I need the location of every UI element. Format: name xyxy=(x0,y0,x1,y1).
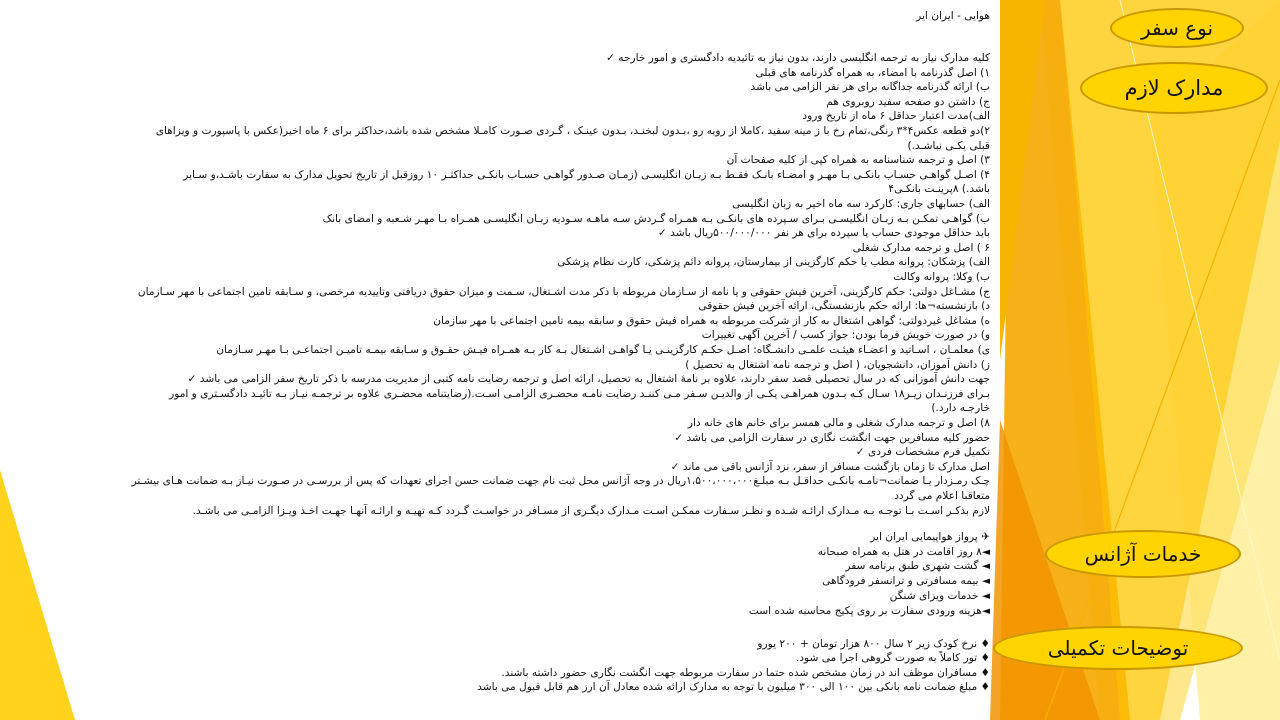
document-line: ی) معلمـان ، اسـاتید و اعضـاء هیئـت علمـی دانشـگاه: اصـل حکـم کارگزینـی یـا گواهـی اشـتغال بـه کار بـه همـراه فیـش حقـوق و سـابقه بیمـه تامیـن اجتماعـی بـا مهـر سـازمان xyxy=(216,344,990,356)
note-line: ♦ مسافران موظف اند در زمان مشخص شده حتما در سفارت مربوطه جهت انگشت نگاری حضور داشته باشند. xyxy=(501,666,990,679)
document-line: الف) پزشکان: پروانه مطب یا حکم کارگزینی از بیمارستان، پروانه دائم پزشکی، کارت نظام پزشکی xyxy=(557,256,990,269)
document-line: لازم بذکـر اسـت بـا توجـه بـه مـدارک ارائـه شـده و نظـر سـفارت ممکـن اسـت مـدارک دیگـری از مسـافر در خواسـت گـردد کـه تهیـه و ارائـه آنهـا جهـت اخـذ ویـزا الزامـی می باشـد. xyxy=(192,504,990,517)
document-line: خارجـه دارد.) xyxy=(931,402,990,415)
note-line: ♦ مبلغ ضمانت نامه بانکی بین ۱۰۰ الی ۳۰۰ میلیون با توجه به مدارک ارائه شده معادل آن ارز هم قابل قبول می باشد xyxy=(477,680,990,693)
document-line: و) در صورت خویش فرما بودن: جواز کسب / آخرین آگهی تغییرات xyxy=(701,329,990,342)
document-line: ۶ ) اصل و ترجمه مدارک شغلی xyxy=(852,241,990,254)
document-line: قبلی یکـی نباشـد.) xyxy=(907,139,990,152)
document-line: ۱) اصل گذرنامه با امضاء، به همراه گذرنامه های قبلی xyxy=(755,66,990,79)
document-line: ج) داشتن دو صفحه سفید روبروی هم xyxy=(826,95,990,108)
document-line: الف)مدت اعتبار حداقل ۶ ماه از تاریخ ورود xyxy=(802,110,990,123)
document-line: حضور کلیه مسافرین جهت انگشت نگاری در سفارت الزامی می باشد ✓ xyxy=(674,431,990,444)
document-line: ۲)دو قطعه عکس۴*۳ رنگی،تمام رخ با ز مینه سفید ،کاملا از روبه رو ،بـدون لبخنـد، بـدون عینـک ، گـردی صـورت کامـلا مشخص شده باشد،حداکثر برای ۶ ماه اخیر(عکس با پاسپورت و ویزاهای xyxy=(155,125,990,137)
document-line: الف) حسابهای جاری: کارکرد سه ماه اخیر به زبان انگلیسی xyxy=(732,198,990,210)
document-line: اصل مدارک تا زمان بازگشت مسافر از سفر، نزد آژانس باقی می ماند ✓ xyxy=(670,460,990,473)
document-line: جهت دانش آموزانی که در سال تحصیلی قصد سفر دارند، علاوه بر نامهٔ اشتغال به تحصیل، ارائه اصل و ترجمه رضایت نامه کتبی از مدیریت مدرسه با ذکر تاریخ سفر الزامی می باشد ✓ xyxy=(187,373,990,386)
document-line: ج) مشـاغل دولتی: حکم کارگزینی، آخرین فیش حقوقی و یا نامه از سـازمان مربوطه با ذکر مدت اشـتغال، سـمت و میزان حقوق دریافتی وتاییدیه مرخصی، و سـابقه تامین اجتماعی با مهر سـازمان xyxy=(137,285,990,298)
document-line: متعاقبا اعلام می گردد xyxy=(894,490,990,502)
document-line: بـرای فرزنـدان زیـر۱۸ سـال کـه بـدون همراهـی یکـی از والدیـن سـفر مـی کننـد رضایت نامـه محضـری الزامـی اسـت.(رضایتنامه محضـری علاوه بر ترجمـه نیـاز بـه تائیـد دادگسـتری و امور xyxy=(169,387,990,400)
document-line: باشد.) ۸پرینـت بانکـی۴ xyxy=(888,183,990,196)
service-line: ◄۸ روز اقامت در هتل به همراه صبحانه xyxy=(817,545,990,558)
document-line: کلیه مدارک نیاز به ترجمه انگلیسی دارند، بدون نیاز به تائیدیه دادگستری و امور خارجه ✓ xyxy=(606,52,990,64)
document-line: ز) دانش آموزان، دانشجویان، ( اصل و ترجمه نامه اشتغال به تحصیل ) xyxy=(685,358,990,371)
service-line: ✈ پرواز هواپیمایی ایران ایر xyxy=(870,531,990,543)
document-line: ه) مشاغل غیردولتی: گواهی اشتغال به کار از شرکت مربوطه به همراه فیش حقوق و سابقه بیمه تامین اجتماعی با مهر سازمان xyxy=(433,314,990,327)
note-line: ♦ تور کاملاً به صورت گروهی اجرا می شود. xyxy=(795,652,990,665)
service-line: ◄هزینه ورودی سفارت بر روی پکیج محاسبه شده است xyxy=(748,604,990,617)
label-agency-services: خدمات آژانس xyxy=(1045,530,1241,578)
document-line: ب) ارائه گذرنامه جداگانه برای هر نفر الزامی می باشد xyxy=(750,81,990,94)
service-line: ◄ گشت شهری طبق برنامه سفر xyxy=(845,560,990,573)
trip-type-value: هوایی - ایران ایر xyxy=(916,10,990,22)
label-trip-type: نوع سفر xyxy=(1110,8,1244,48)
label-extra-notes: توضیحات تکمیلی xyxy=(993,626,1243,670)
label-documents: مدارک لازم xyxy=(1080,62,1268,114)
service-line: ◄ بیمه مسافرتی و ترانسفر فرودگاهی xyxy=(822,575,990,588)
document-line: د) بازنشسته¬ها: ارائه حکم بازنشستگی، ارائه آخرین فیش حقوقی xyxy=(698,300,990,313)
service-line: ◄ خدمات ویزای شنگن xyxy=(889,589,990,602)
document-line: تکمیل فرم مشخصات فردی ✓ xyxy=(855,446,990,459)
document-line: چـک رمـزدار یـا ضمانت¬نامـه بانکـی حداقـل بـه مبلـغ۱،۵۰۰،۰۰۰،۰۰۰ریال در وجه آژانس محل ثبت نام جهت ضمانت حسن اجرای تعهدات که پس از بررسـی در صـورت نیـاز بـه ضمانت هـای بیشـتر xyxy=(131,475,990,488)
document-line: ۳) اصل و ترجمه شناسنامه به همراه کپی از کلیه صفحات آن xyxy=(726,154,990,167)
document-line: ۴) اصـل گواهـی حسـاب بانکـی بـا مهـر و امضـاء بانـک فقـط بـه زبـان انگلیسـی (زمـان صـدور گواهـی حسـاب بانکـی حداکثـر ۱۰ روزقبل از تاریخ تحویل مدارک به سفارت باشـد،و سـایر xyxy=(183,168,990,181)
note-line: ♦ نرخ کودک زیر ۲ سال ۸۰۰ هزار تومان + ۲۰۰ یورو xyxy=(757,638,990,650)
document-line: باید حداقل موجودی حساب یا سپرده برای هر نفر ۵۰۰/۰۰۰/۰۰۰ریال باشد ✓ xyxy=(657,227,990,240)
document-line: ۸) اصل و ترجمه مدارک شغلی و مالی همسر برای خانم های خانه دار xyxy=(687,417,990,429)
document-line: ب) گواهـی تمکـن بـه زبـان انگلیسـی بـرای سـپرده های بانکـی بـه همـراه گـردش سـه ماهـه سـودیه زبـان انگلیسـی همـراه بـا مهـر شـعبه و امضای بانک xyxy=(322,212,990,225)
document-line: ب) وکلا: پروانه وکالت xyxy=(893,271,990,283)
